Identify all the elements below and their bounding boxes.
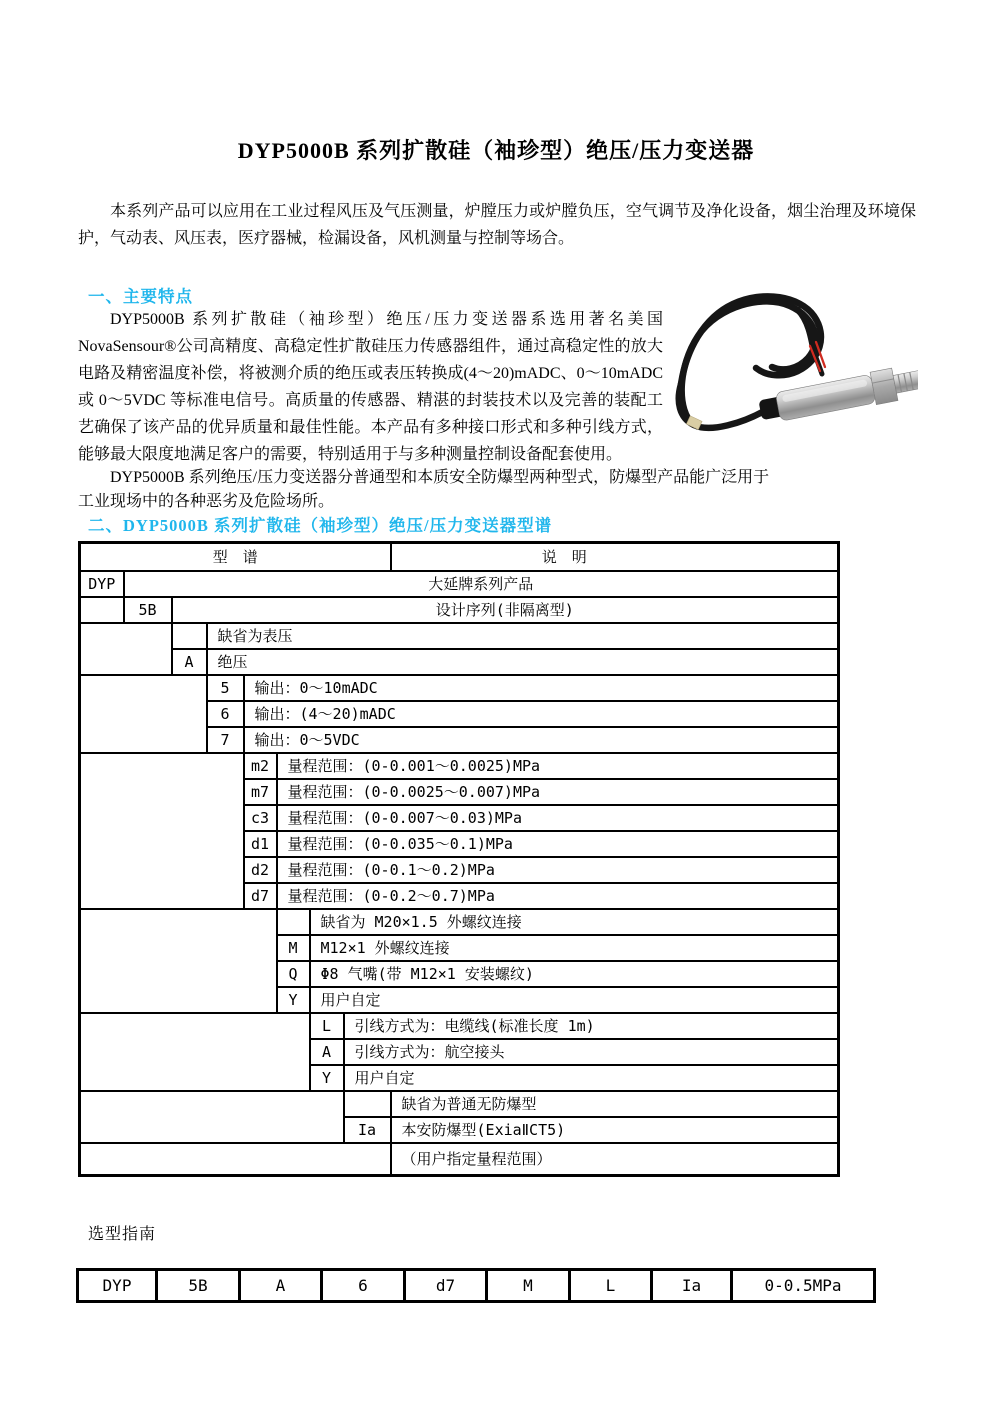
section2-heading-prefix: 二、 (88, 516, 123, 535)
selection-code-cell: M (487, 1270, 570, 1302)
model-code-cell: M (277, 935, 310, 961)
table-row (80, 623, 839, 649)
model-code-cell: Ia (344, 1117, 391, 1143)
description-cell: 输出：0～10mADC (244, 675, 839, 701)
model-code-cell: Q (277, 961, 310, 987)
model-code-cell (277, 909, 310, 935)
description-cell: 引线方式为：电缆线(标准长度 1m) (344, 1013, 839, 1039)
model-code-cell: L (310, 1013, 344, 1039)
spectrum-header-description: 说 明 (391, 543, 839, 571)
model-code-cell: 6 (207, 701, 244, 727)
description-cell: Φ8 气嘴(带 M12×1 安装螺纹) (310, 961, 839, 987)
table-row (80, 649, 839, 675)
model-code-cell: 5B (124, 597, 172, 623)
description-cell: 缺省为 M20×1.5 外螺纹连接 (310, 909, 839, 935)
section1-para2: DYP5000B 系列绝压/压力变送器分普通型和本质安全防爆型两种型式，防爆型产品能广泛用于工业现场中的各种恶劣及危险场所。 (78, 469, 770, 510)
model-code-cell: c3 (244, 805, 277, 831)
table-row (80, 1091, 839, 1117)
description-cell: 引线方式为：航空接头 (344, 1039, 839, 1065)
description-cell: （用户指定量程范围） (391, 1143, 839, 1176)
description-cell: 输出：(4～20)mADC (244, 701, 839, 727)
description-cell: 量程范围：(0-0.035～0.1)MPa (277, 831, 839, 857)
selection-guide-table (76, 1268, 876, 1303)
model-code-cell: d2 (244, 857, 277, 883)
selection-guide-label: 选型指南 (88, 1226, 157, 1243)
model-spectrum-table (78, 541, 840, 1177)
section1-para1: DYP5000B 系列扩散硅（袖珍型）绝压/压力变送器系选用著名美国 NovaSensour®公司高精度、高稳定性扩散硅压力传感器组件，通过高稳定性的放大电路及精密温度补偿，将被测介质的绝压或表压转换成(4～20)mADC、0～10mADC 或 0～5VDC 等标准电信号。高质量的传感器、精湛的封装技术以及完善的装配工艺确保了该产品的优异质量和最佳性能。本产品有多种接口形式和多种引线方式，能够最大限度地满足客户的需要，特别适用于与多种测量控制设备配套使用。 (78, 311, 663, 463)
selection-code-cell: A (240, 1270, 322, 1302)
empty-cell (80, 675, 207, 753)
description-cell: 量程范围：(0-0.007～0.03)MPa (277, 805, 839, 831)
selection-code-cell: 6 (322, 1270, 405, 1302)
table-row (80, 597, 839, 623)
empty-cell (80, 597, 124, 623)
table-row (80, 543, 839, 571)
section2-heading-rest: 系列扩散硅（袖珍型）绝压/压力变送器型谱 (208, 516, 553, 535)
model-code-cell: A (172, 649, 207, 675)
selection-code-cell: Ia (652, 1270, 732, 1302)
selection-code-cell: L (570, 1270, 652, 1302)
empty-cell (80, 1013, 310, 1091)
model-code-cell: Y (310, 1065, 344, 1091)
model-code-cell: Y (277, 987, 310, 1013)
section2-heading (88, 512, 552, 536)
intro-paragraph: 本系列产品可以应用在工业过程风压及气压测量，炉膛压力或炉膛负压，空气调节及净化设备，烟尘治理及环境保护，气动表、风压表，医疗器械，检漏设备，风机测量与控制等场合。 (78, 203, 916, 247)
selection-code-cell: DYP (78, 1270, 157, 1302)
table-row (78, 1270, 875, 1302)
table-row (80, 753, 839, 779)
model-code-cell: m7 (244, 779, 277, 805)
table-row (80, 571, 839, 597)
empty-cell (80, 623, 172, 675)
description-cell: 大延牌系列产品 (124, 571, 839, 597)
model-code-cell: 7 (207, 727, 244, 753)
model-code-cell: d1 (244, 831, 277, 857)
description-cell: 用户自定 (310, 987, 839, 1013)
model-code-cell: d7 (244, 883, 277, 909)
selection-code-cell: 5B (157, 1270, 240, 1302)
model-code-cell (172, 623, 207, 649)
table-row (80, 909, 839, 935)
description-cell: 本安防爆型(ExiaⅡCT5) (391, 1117, 839, 1143)
empty-cell (80, 1143, 391, 1176)
section1-heading: 一、主要特点 (88, 287, 193, 306)
description-cell: 量程范围：(0-0.001～0.0025)MPa (277, 753, 839, 779)
description-cell: 用户自定 (344, 1065, 839, 1091)
spectrum-header-model: 型 谱 (80, 543, 391, 571)
description-cell: 设计序列(非隔离型) (172, 597, 839, 623)
description-cell: 缺省为普通无防爆型 (391, 1091, 839, 1117)
description-cell: 绝压 (207, 649, 839, 675)
table-row (80, 1013, 839, 1039)
description-cell: 量程范围：(0-0.2～0.7)MPa (277, 883, 839, 909)
description-cell: 缺省为表压 (207, 623, 839, 649)
section2-heading-model: DYP5000B (123, 516, 209, 535)
description-cell: 量程范围：(0-0.1～0.2)MPa (277, 857, 839, 883)
model-code-cell: m2 (244, 753, 277, 779)
selection-code-cell: 0-0.5MPa (732, 1270, 875, 1302)
page-title: DYP5000B 系列扩散硅（袖珍型）绝压/压力变送器 (237, 138, 755, 163)
description-cell: 输出：0～5VDC (244, 727, 839, 753)
model-code-cell: A (310, 1039, 344, 1065)
table-row (80, 1143, 839, 1176)
empty-cell (80, 753, 244, 909)
description-cell: M12×1 外螺纹连接 (310, 935, 839, 961)
model-code-cell: 5 (207, 675, 244, 701)
model-code-cell: DYP (80, 571, 124, 597)
empty-cell (80, 909, 277, 1013)
model-code-cell (344, 1091, 391, 1117)
table-row (80, 675, 839, 701)
product-photo (648, 276, 918, 451)
empty-cell (80, 1091, 344, 1143)
description-cell: 量程范围：(0-0.0025～0.007)MPa (277, 779, 839, 805)
selection-code-cell: d7 (405, 1270, 487, 1302)
